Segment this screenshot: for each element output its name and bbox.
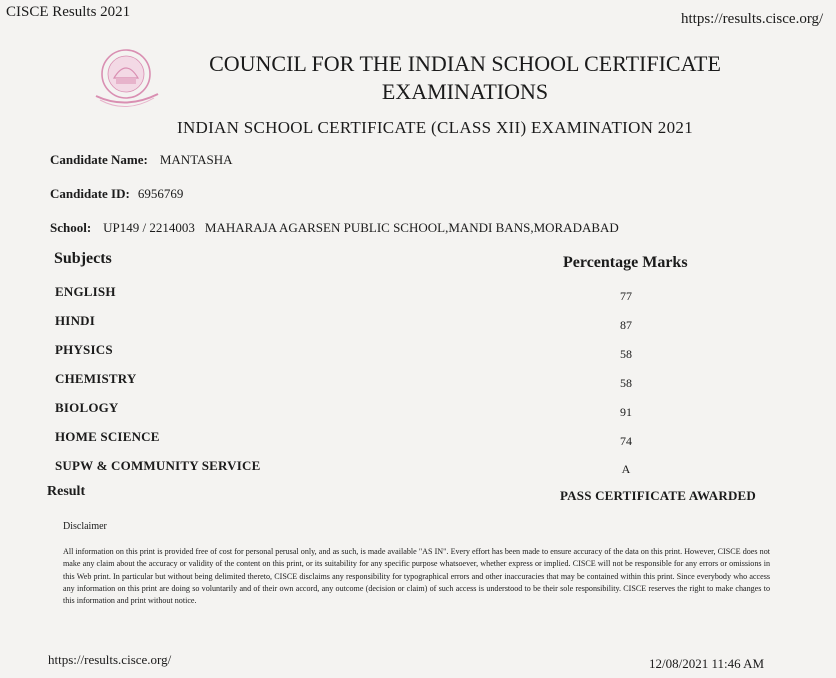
subject-mark: 91 (620, 405, 632, 419)
disclaimer-text: All information on this print is provided free of cost for personal perusal only, and as such, is made available "AS IN". Every effort has been made to ensure accuracy of the data on this print. However, CISCE does not make any claim about the accuracy or validity of the content on this print, or its suitability for any specific purpose whatsoever, whether express or implied. CISCE will not be responsible for any errors or omissions in this Web print. In particular but without being delimited thereto, CISCE disclaims any responsibility for typographical errors and other inaccuracies that may be contained within this print. Since everybody who access any information on this print are doing so voluntarily and of their own accord, any outcome (decision or claim) of such access is understood to be their sole responsibility. CISCE reserves the right to make changes to this information and print without notice. (63, 547, 770, 606)
result-label: Result (47, 484, 86, 499)
candidate-id-value: 6956769 (137, 186, 184, 201)
subject-mark: 74 (620, 434, 632, 448)
subject-name: CHEMISTRY (55, 371, 137, 386)
disclaimer-title: Disclaimer (63, 521, 107, 532)
subject-name: HOME SCIENCE (55, 429, 160, 444)
school-label: School: (50, 220, 92, 235)
exam-title: INDIAN SCHOOL CERTIFICATE (CLASS XII) EXAMINATION 2021 (176, 118, 694, 137)
footer-url: https://results.cisce.org/ (48, 652, 172, 667)
subjects-header: Subjects (54, 250, 112, 267)
school-row (50, 219, 619, 237)
subject-mark: 77 (620, 289, 632, 303)
subject-name: BIOLOGY (55, 400, 119, 415)
candidate-name-row (50, 151, 233, 169)
council-title (140, 50, 790, 106)
result-value: PASS CERTIFICATE AWARDED (560, 488, 757, 503)
subject-name: PHYSICS (55, 342, 113, 357)
percentage-marks-header: Percentage Marks (563, 254, 688, 271)
subject-name: SUPW & COMMUNITY SERVICE (55, 458, 261, 473)
print-header-title: CISCE Results 2021 (6, 4, 131, 20)
subject-mark: 87 (620, 318, 632, 332)
subject-name: HINDI (55, 313, 96, 328)
subject-mark: A (621, 462, 631, 476)
candidate-name-label: Candidate Name: (50, 152, 148, 167)
subject-mark: 58 (620, 376, 632, 390)
candidate-id-label: Candidate ID: (50, 186, 130, 201)
school-name: MAHARAJA AGARSEN PUBLIC SCHOOL,MANDI BANS,MORADABAD (204, 220, 619, 235)
print-header-url: https://results.cisce.org/ (681, 11, 824, 27)
council-title-line-1: COUNCIL FOR THE INDIAN SCHOOL CERTIFICATE (209, 51, 721, 76)
candidate-id-row (50, 185, 183, 203)
subject-name: ENGLISH (55, 284, 116, 299)
footer-timestamp: 12/08/2021 11:46 AM (649, 656, 765, 671)
candidate-name-value: MANTASHA (159, 152, 233, 167)
council-title-line-2: EXAMINATIONS (381, 79, 549, 104)
school-code: UP149 / 2214003 (103, 220, 195, 235)
subject-mark: 58 (620, 347, 632, 361)
